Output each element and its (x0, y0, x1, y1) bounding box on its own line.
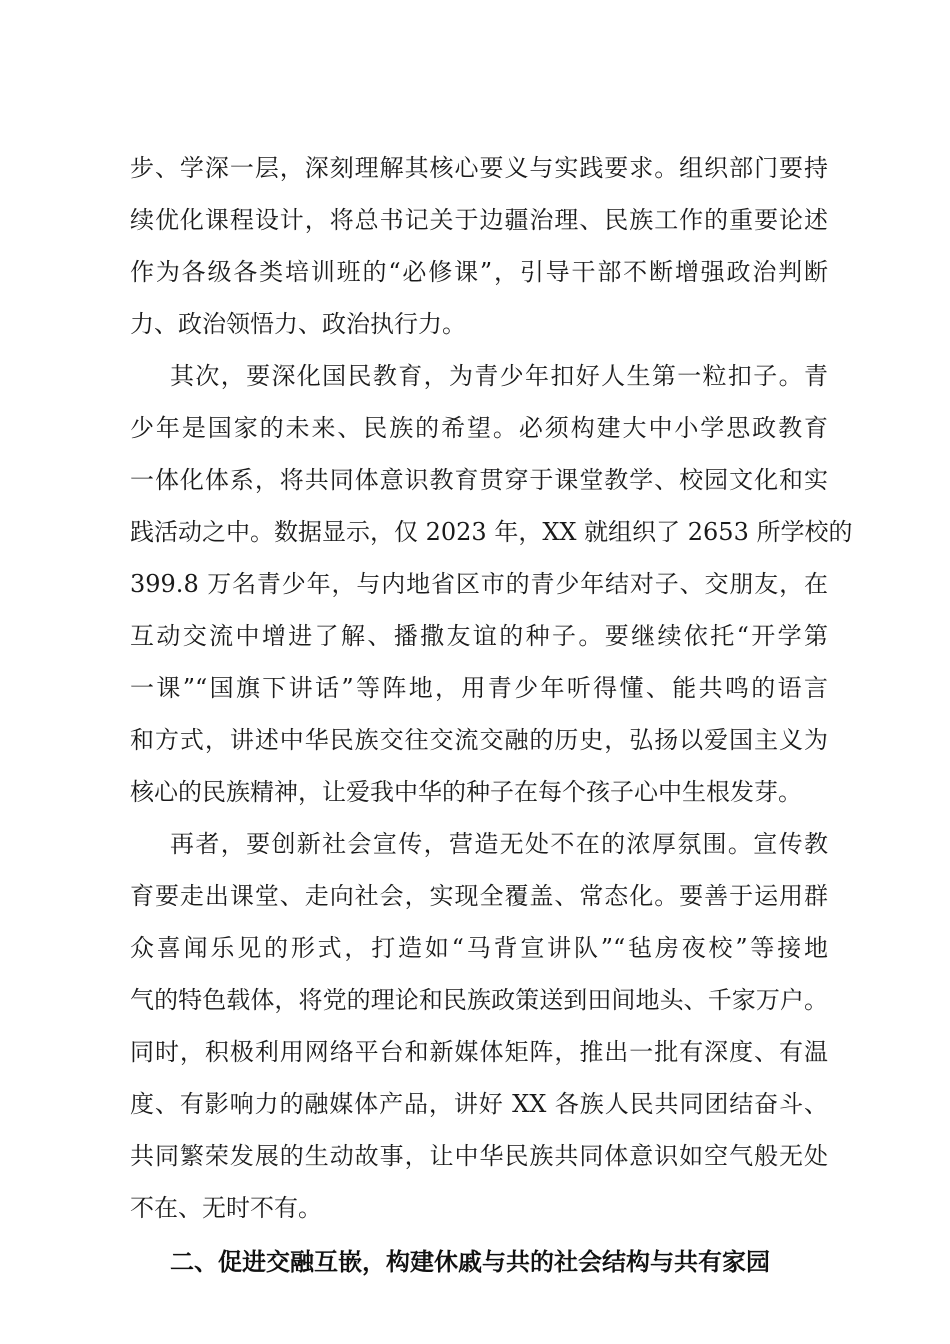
paragraph-line: 和方式，讲述中华民族交往交流交融的历史，弘扬以爱国主义为 (130, 726, 828, 754)
paragraph-line: 互动交流中增进了解、播撒友谊的种子。要继续依托“开学第 (130, 622, 828, 650)
document-body (130, 142, 853, 1288)
paragraph-line: 少年是国家的未来、民族的希望。必须构建大中小学思政教育 (130, 414, 828, 442)
paragraph-line: 作为各级各类培训班的“必修课”，引导干部不断增强政治判断 (130, 258, 828, 286)
paragraph-2 (130, 350, 853, 818)
paragraph-line: 度、有影响力的融媒体产品，讲好 XX 各族人民共同团结奋斗、 (130, 1090, 828, 1118)
paragraph-line: 育要走出课堂、走向社会，实现全覆盖、常态化。要善于运用群 (130, 882, 828, 910)
paragraph-line: 核心的民族精神，让爱我中华的种子在每个孩子心中生根发芽。 (130, 778, 802, 806)
paragraph-3 (130, 818, 828, 1234)
paragraph-line: 续优化课程设计，将总书记关于边疆治理、民族工作的重要论述 (130, 206, 828, 234)
paragraph-line: 践活动之中。数据显示，仅 2023 年，XX 就组织了 2653 所学校的 (130, 518, 853, 546)
paragraph-line: 共同繁荣发展的生动故事，让中华民族共同体意识如空气般无处 (130, 1142, 828, 1170)
paragraph-line: 同时，积极利用网络平台和新媒体矩阵，推出一批有深度、有温 (130, 1038, 828, 1066)
paragraph-line: 力、政治领悟力、政治执行力。 (130, 310, 466, 338)
paragraph-line: 不在、无时不有。 (130, 1194, 322, 1222)
paragraph-line: 一体化体系，将共同体意识教育贯穿于课堂教学、校园文化和实 (130, 466, 828, 494)
paragraph-line: 其次，要深化国民教育，为青少年扣好人生第一粒扣子。青 (170, 362, 828, 390)
section-heading: 二、促进交融互嵌，构建休戚与共的社会结构与共有家园 (170, 1248, 770, 1276)
paragraph-1 (130, 142, 828, 350)
paragraph-line: 399.8 万名青少年，与内地省区市的青少年结对子、交朋友，在 (130, 570, 828, 598)
paragraph-line: 再者，要创新社会宣传，营造无处不在的浓厚氛围。宣传教 (170, 830, 828, 858)
paragraph-line: 气的特色载体，将党的理论和民族政策送到田间地头、千家万户。 (130, 986, 828, 1014)
paragraph-line: 众喜闻乐见的形式，打造如“马背宣讲队”“毡房夜校”等接地 (130, 934, 828, 962)
paragraph-line: 步、学深一层，深刻理解其核心要义与实践要求。组织部门要持 (130, 154, 828, 182)
paragraph-line: 一课”“国旗下讲话”等阵地，用青少年听得懂、能共鸣的语言 (130, 674, 828, 702)
